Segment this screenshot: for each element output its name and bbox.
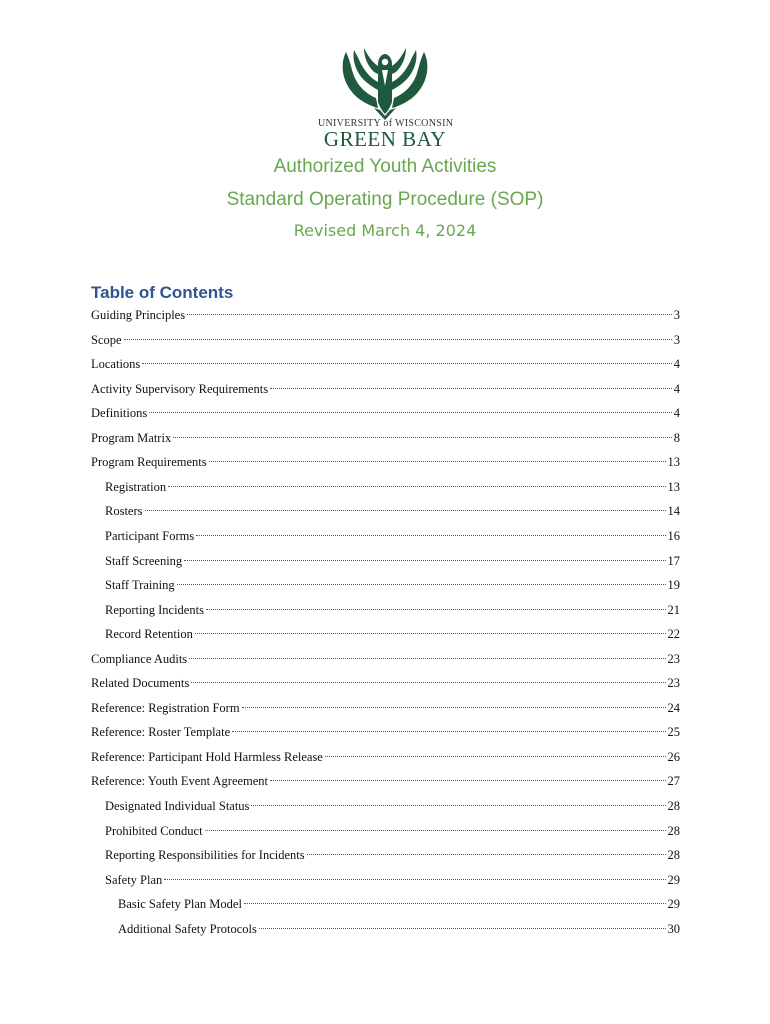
toc-entry-page: 28 [667, 848, 680, 863]
toc-entry-page: 19 [667, 578, 680, 593]
toc-entry-label: Guiding Principles [91, 308, 186, 322]
toc-dot-leader [184, 560, 665, 561]
toc-entry-page: 13 [667, 479, 680, 494]
toc-entry-page: 13 [667, 455, 680, 470]
document-subtitle: Standard Operating Procedure (SOP) [226, 189, 544, 210]
toc-entry[interactable] [105, 576, 680, 594]
toc-dot-leader [149, 412, 672, 413]
logo-green-bay-text: GREEN BAY [323, 127, 447, 151]
toc-entry-page: 4 [673, 357, 680, 372]
toc-entry[interactable] [91, 453, 680, 471]
toc-dot-leader [195, 633, 666, 634]
toc-entry-label: Activity Supervisory Requirements [91, 381, 269, 396]
toc-entry[interactable] [105, 478, 680, 496]
toc-entry-label: Related Documents [91, 676, 190, 691]
toc-entry-label: Rosters [105, 504, 143, 519]
toc-entry[interactable] [91, 699, 680, 717]
logo-university-text: UNIVERSITY of WISCONSIN [318, 118, 454, 129]
toc-dot-leader [145, 510, 666, 511]
document-title: Authorized Youth Activities [273, 156, 497, 177]
toc-entry-label: Staff Training [105, 578, 175, 593]
toc-entry-page: 29 [667, 897, 680, 912]
toc-entry[interactable] [118, 920, 680, 938]
toc-dot-leader [259, 928, 666, 929]
toc-entry-label: Reference: Youth Event Agreement [91, 774, 269, 789]
toc-entry-label: Scope [91, 332, 122, 347]
toc-entry[interactable] [105, 601, 680, 619]
toc-dot-leader [142, 363, 671, 364]
toc-dot-leader [191, 682, 665, 683]
toc-entry[interactable] [91, 355, 680, 373]
toc-dot-leader [196, 535, 665, 536]
toc-entry[interactable] [105, 846, 680, 864]
revision-date: Revised March 4, 2024 [293, 221, 477, 240]
toc-dot-leader [189, 658, 665, 659]
toc-entry-page: 21 [667, 602, 680, 617]
toc-dot-leader [325, 756, 666, 757]
toc-entry-page: 28 [667, 823, 680, 838]
toc-entry-label: Locations [91, 357, 141, 372]
toc-entry-page: 3 [673, 332, 680, 347]
toc-entry-label: Compliance Audits [91, 651, 188, 666]
toc-entry[interactable] [91, 748, 680, 766]
toc-entry[interactable] [105, 552, 680, 570]
toc-entry-page: 4 [673, 406, 680, 421]
toc-dot-leader [244, 903, 666, 904]
toc-entry-label: Designated Individual Status [105, 799, 250, 813]
toc-entry-page: 30 [667, 921, 680, 936]
toc-entry-label: Program Requirements [91, 455, 207, 470]
toc-entry[interactable] [91, 723, 680, 741]
toc-entry-page: 4 [673, 381, 680, 396]
toc-dot-leader [168, 486, 665, 487]
toc-dot-leader [251, 805, 665, 806]
toc-entry-page: 16 [667, 528, 680, 543]
toc-entry-label: Staff Screening [105, 553, 183, 568]
toc-entry-label: Record Retention [105, 627, 193, 642]
toc-dot-leader [124, 339, 672, 340]
toc-entry-page: 24 [667, 700, 680, 715]
toc-entry[interactable] [105, 797, 680, 815]
toc-entry[interactable] [118, 895, 680, 913]
toc-entry[interactable] [91, 429, 680, 447]
toc-dot-leader [242, 707, 666, 708]
toc-entry-page: 27 [667, 774, 680, 789]
toc-entry-label: Registration [105, 479, 167, 494]
toc-entry-label: Reporting Responsibilities for Incidents [105, 848, 305, 863]
toc-entry[interactable] [91, 306, 680, 324]
toc-dot-leader [270, 388, 672, 389]
toc-entry-page: 14 [667, 504, 680, 519]
toc-entry-page: 26 [667, 749, 680, 764]
toc-entry-page: 8 [673, 430, 680, 445]
toc-dot-leader [177, 584, 666, 585]
toc-entry-label: Reference: Roster Template [91, 725, 231, 740]
toc-entry-label: Prohibited Conduct [105, 823, 203, 838]
toc-heading: Table of Contents [91, 283, 234, 302]
toc-entry-page: 29 [667, 872, 680, 887]
toc-entry[interactable] [91, 331, 680, 349]
toc-entry-label: Reference: Participant Hold Harmless Release [91, 749, 323, 764]
toc-entry-label: Reporting Incidents [105, 602, 204, 617]
toc-entry[interactable] [91, 674, 680, 692]
toc-entry-page: 23 [667, 651, 680, 666]
toc-entry[interactable] [105, 871, 680, 889]
toc-dot-leader [307, 854, 666, 855]
toc-dot-leader [209, 461, 666, 462]
toc-dot-leader [164, 879, 665, 880]
toc-entry-label: Basic Safety Plan Model [118, 897, 242, 912]
toc-dot-leader [270, 780, 665, 781]
toc-dot-leader [205, 830, 666, 831]
toc-entry[interactable] [91, 650, 680, 668]
toc-entry-page: 3 [673, 308, 680, 322]
toc-entry-page: 23 [667, 676, 680, 691]
toc-dot-leader [173, 437, 672, 438]
toc-dot-leader [206, 609, 666, 610]
toc-entry-label: Additional Safety Protocols [118, 921, 257, 936]
toc-entry-label: Safety Plan [105, 872, 163, 887]
toc-entry-page: 28 [667, 799, 680, 813]
toc-entry-label: Participant Forms [105, 528, 195, 543]
toc-entry-label: Definitions [91, 406, 148, 421]
toc-entry-page: 25 [667, 725, 680, 740]
toc-entry[interactable] [91, 380, 680, 398]
toc-entry-label: Program Matrix [91, 430, 172, 445]
toc-entry-label: Reference: Registration Form [91, 700, 240, 715]
toc-dot-leader [187, 314, 672, 315]
toc-entry-page: 17 [667, 553, 680, 568]
toc-entry[interactable] [91, 404, 680, 422]
toc-dot-leader [232, 731, 665, 732]
toc-entry[interactable] [91, 772, 680, 790]
toc-entry-page: 22 [667, 627, 680, 642]
toc-entry[interactable] [105, 502, 680, 520]
toc-entry[interactable] [105, 822, 680, 840]
toc-entry[interactable] [105, 625, 680, 643]
toc-entry[interactable] [105, 527, 680, 545]
